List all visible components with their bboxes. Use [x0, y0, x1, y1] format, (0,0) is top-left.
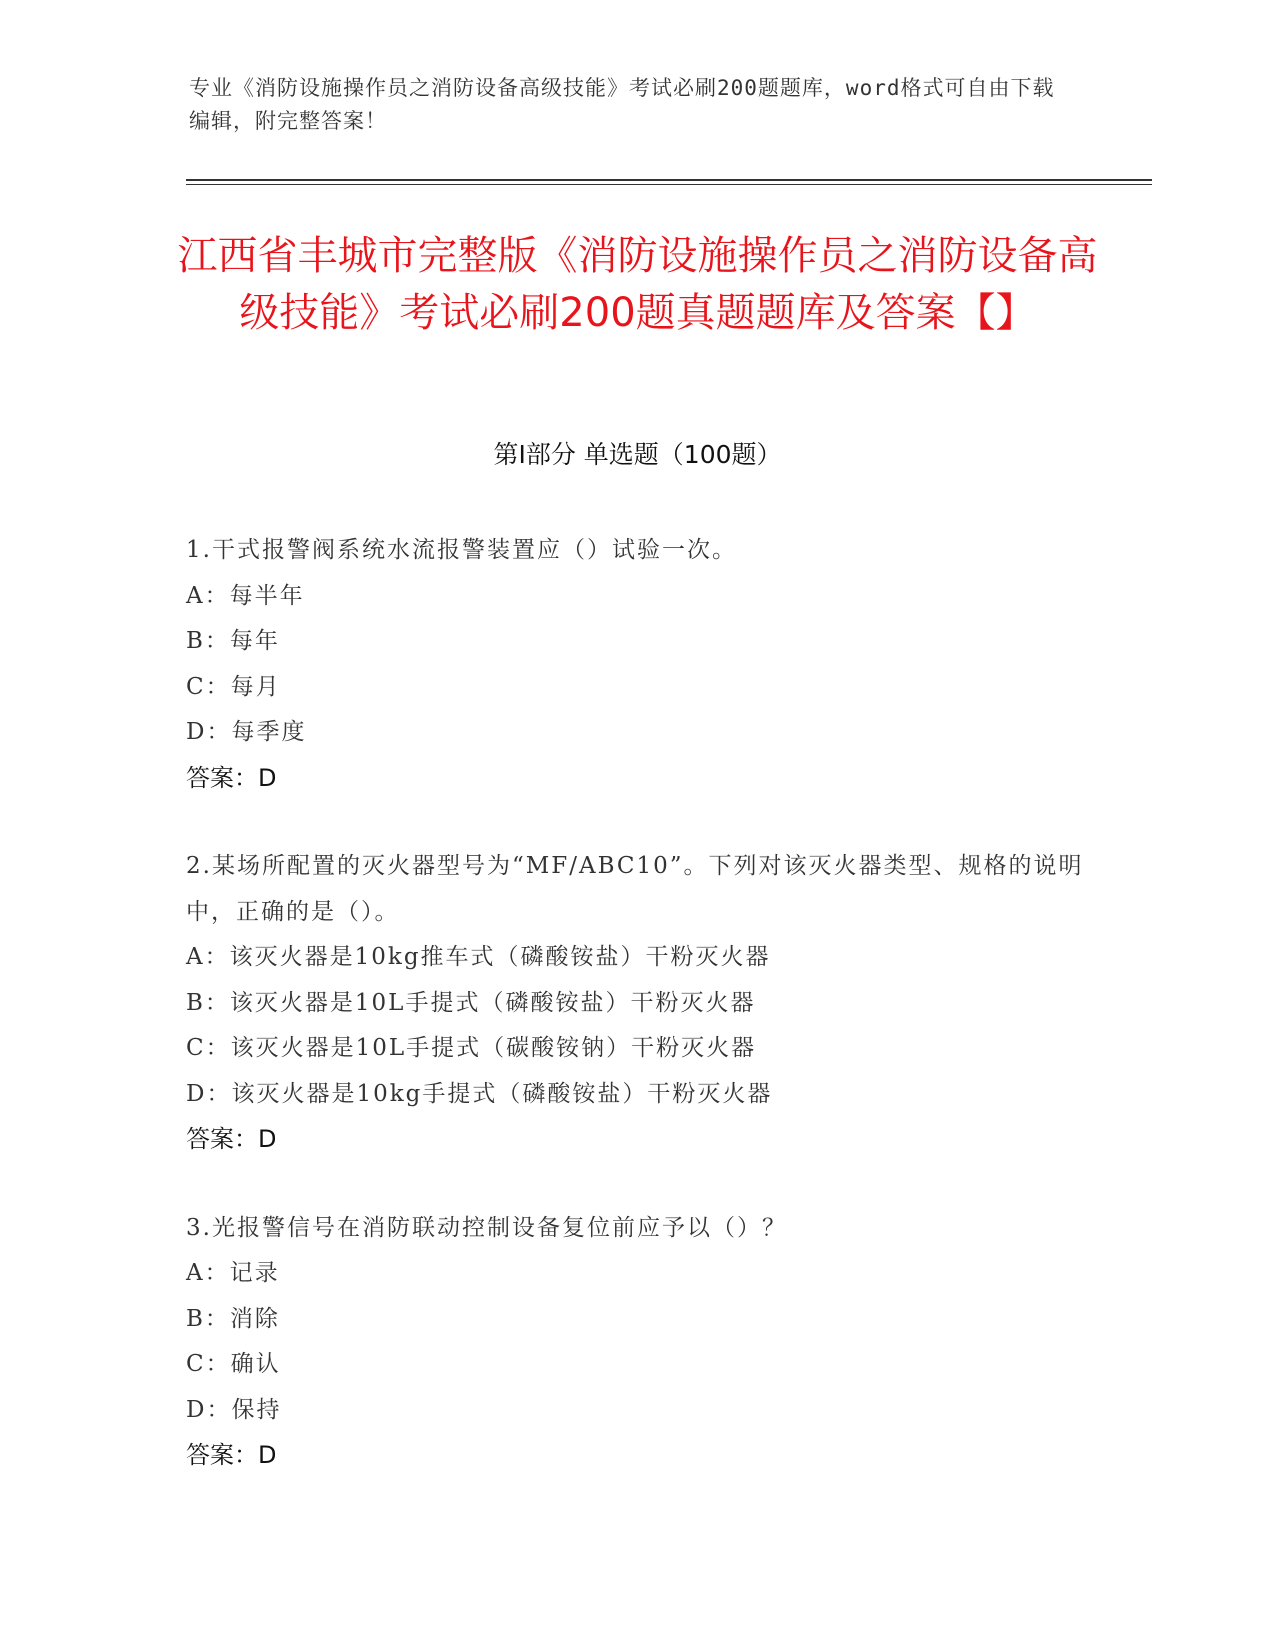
- option-b: B：消除: [186, 1305, 280, 1332]
- option-d: D：该灭火器是10kg手提式（磷酸铵盐）干粉灭火器: [186, 1080, 773, 1107]
- option-b: B：该灭火器是10L手提式（磷酸铵盐）干粉灭火器: [186, 989, 756, 1016]
- question-stem: 1.干式报警阀系统水流报警装置应（）试验一次。: [186, 537, 737, 563]
- header-divider-thin: [186, 184, 1152, 185]
- section-title: 第Ⅰ部分 单选题（100题）: [493, 440, 782, 469]
- question-stem: 2.某场所配置的灭火器型号为“MF/ABC10”。下列对该灭火器类型、规格的说明中，正确的是（）。: [186, 853, 1084, 925]
- question-1: [186, 528, 1086, 801]
- answer: 答案：D: [186, 763, 277, 792]
- option-c: C：确认: [186, 1351, 281, 1377]
- option-d: D：保持: [186, 1396, 282, 1423]
- question-list: [186, 528, 1086, 1522]
- option-c: C：该灭火器是10L手提式（碳酸铵钠）干粉灭火器: [186, 1035, 757, 1061]
- option-c: C：每月: [186, 673, 281, 700]
- answer: 答案：D: [186, 1441, 277, 1469]
- option-a: A：每半年: [186, 582, 305, 609]
- answer: 答案：D: [186, 1125, 277, 1153]
- option-a: A：该灭火器是10kg推车式（磷酸铵盐）干粉灭火器: [186, 944, 771, 970]
- document-title: 江西省丰城市完整版《消防设施操作员之消防设备高级技能》考试必刷200题真题题库及答案【】: [177, 233, 1098, 336]
- option-b: B：每年: [186, 628, 280, 654]
- option-a: A：记录: [186, 1260, 280, 1286]
- question-2: [186, 844, 1086, 1163]
- option-d: D：每季度: [186, 719, 307, 745]
- question-stem: 3.光报警信号在消防联动控制设备复位前应予以（）？: [186, 1214, 787, 1241]
- header-note: 专业《消防设施操作员之消防设备高级技能》考试必刷200题题库，word格式可自由下载编辑，附完整答案！: [189, 76, 1055, 133]
- question-3: [186, 1206, 1086, 1479]
- header-divider-thick: [186, 179, 1152, 181]
